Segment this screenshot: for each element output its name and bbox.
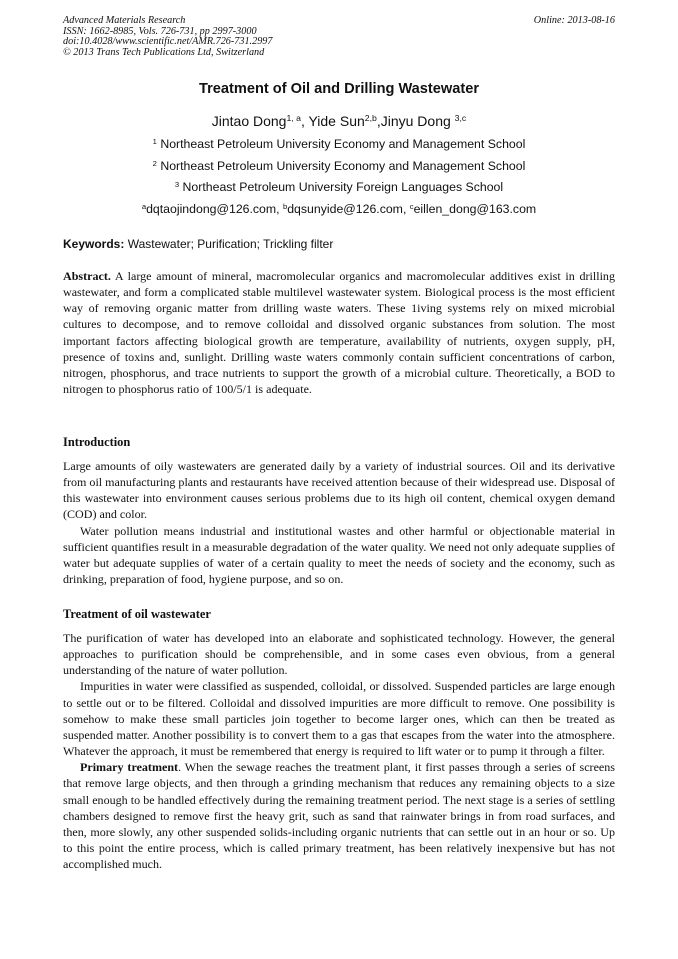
keywords bbox=[63, 237, 615, 251]
copyright-line: © 2013 Trans Tech Publications Ltd, Switzerland bbox=[63, 46, 265, 58]
section-heading: Introduction bbox=[63, 435, 131, 449]
email-address[interactable]: dqsunyide@126.com bbox=[287, 202, 403, 216]
section-heading: Treatment of oil wastewater bbox=[63, 607, 211, 621]
affiliation bbox=[63, 180, 615, 194]
affiliation-mark: 2 bbox=[152, 158, 157, 168]
affiliation bbox=[63, 137, 615, 151]
abstract-label: Abstract. bbox=[63, 269, 111, 283]
introduction-body bbox=[63, 458, 615, 587]
affiliation bbox=[63, 159, 615, 173]
affiliation-text: Northeast Petroleum University Foreign Languages School bbox=[182, 180, 504, 194]
affiliation-text: Northeast Petroleum University Economy and Management School bbox=[160, 159, 526, 173]
abstract bbox=[63, 268, 615, 397]
journal-header bbox=[63, 16, 615, 58]
author-name: Yide Sun bbox=[308, 113, 365, 129]
abstract-text: A large amount of mineral, macromolecular organics and macromolecular additives exist in drilling wastewater, and form a complicated stable multilevel wastewater system. Biological process is the most efficient way of removing organic matter from drilling waste waters. These 1iving systems rely on mixed microbial cultures to decompose, and to remove colloidal and dissolved organic substances from solution. The most important factors affecting biological growth are temperature, availability of nutrients, oxygen supply, pH, presence of toxins and, sunlight. Drilling waste waters commonly contain sufficient concentrations of carbon, nitrogen, phosphorus, and trace nutrients to support the growth of a microbial culture. Theoretically, a BOD to nitrogen to phosphorus ratio of 100/5/1 is adequate. bbox=[63, 269, 615, 397]
author-affiliation-mark: 1, a bbox=[286, 113, 301, 124]
email-mark: c bbox=[409, 201, 414, 211]
email-address[interactable]: dqtaojindong@126.com bbox=[146, 202, 277, 216]
email-mark: b bbox=[282, 201, 288, 211]
author-affiliation-mark: 2,b bbox=[364, 113, 377, 124]
paragraph: Impurities in water were classified as suspended, colloidal, or dissolved. Suspended particles are large enough to settle out or to be filtered. Colloidal and dissolved impurities are more difficult to remove. One possibility is somehow to make these small particles join together to become larger ones, which can then be treated as suspended matter. Another possibility is to convert them to a gas that escapes from the water into the atmosphere. Whatever the approach, it must be remembered that energy is required to lift water or to pump it through a filter. bbox=[63, 679, 615, 759]
author-affiliation-mark: 3,c bbox=[454, 113, 467, 124]
author-list: Jintao Dong$^{1, a}$, Yide Sun$^{2,b}$,Jinyu Dong $^{3,c}$ bbox=[211, 113, 467, 129]
paper-title: Treatment of Oil and Drilling Wastewater bbox=[198, 81, 480, 97]
affiliation-mark: 3 bbox=[174, 179, 180, 189]
affiliation-mark: 1 bbox=[152, 136, 157, 146]
doi-line: doi:10.4028/www.scientific.net/AMR.726-731.2997 bbox=[63, 36, 273, 47]
primary-treatment-label: Primary treatment bbox=[80, 760, 179, 775]
email-address[interactable]: eillen_dong@163.com bbox=[413, 202, 537, 216]
keywords-text: Wastewater; Purification; Trickling filter bbox=[127, 237, 334, 251]
primary-treatment-text: . When the sewage reaches the treatment plant, it first passes through a series of screens that remove large objects, and then through a grinding mechanism that reduces any remaining objects to a size small enough to be handled effectively during the remaining treatment period. The next stage is a series of settling chambers designed to remove first the heavy grit, such as sand that rainwater brings in from road surfaces, and then, more slowly, any other suspended solids-including organic nutrients that can settle out in an hour or so. Up to this point the entire process, which is called primary treatment, has been relatively inexpensive but has not accomplished much. bbox=[63, 760, 615, 872]
author-name: Jintao Dong bbox=[211, 113, 287, 129]
paragraph: Large amounts of oily wastewaters are generated daily by a variety of industrial sources. Oil and its derivative from oil manufacturing plants and restaurants have received attention because of their widespread use. Disposal of this wastewater into environment causes serious problems due to its high oil content, chemical oxygen demand (COD) and color. bbox=[63, 459, 615, 522]
author-name: Jinyu Dong bbox=[380, 113, 455, 129]
online-date: Online: 2013-08-16 bbox=[533, 15, 615, 26]
journal-name: Advanced Materials Research bbox=[63, 15, 186, 26]
affiliation-text: Northeast Petroleum University Economy and Management School bbox=[160, 137, 526, 151]
paragraph: Water pollution means industrial and institutional wastes and other harmful or objectionable material in sufficient quantifies result in a measurable degradation of the water quality. We need not only adequate supplies of water but adequate supplies of water of a certain quality to meet the needs of society and the economy, such as drinking, preparation of food, hygiene purpose, and so on. bbox=[63, 523, 615, 587]
keywords-label: Keywords: bbox=[63, 237, 125, 251]
treatment-body bbox=[63, 630, 615, 872]
paragraph: The purification of water has developed into an elaborate and sophisticated technology. However, the general approaches to purification should be comprehensible, and in some cases even obvious, from a general understanding of the nature of water pollution. bbox=[63, 631, 615, 678]
email-line: $^a$dqtaojindong@126.com, $^b$dqsunyide@126.com, $^c$eillen_dong@163.com bbox=[141, 201, 537, 216]
email-mark: a bbox=[141, 201, 147, 211]
issn-line: ISSN: 1662-8985, Vols. 726-731, pp 2997-3000 bbox=[63, 25, 257, 37]
paragraph bbox=[63, 759, 615, 872]
